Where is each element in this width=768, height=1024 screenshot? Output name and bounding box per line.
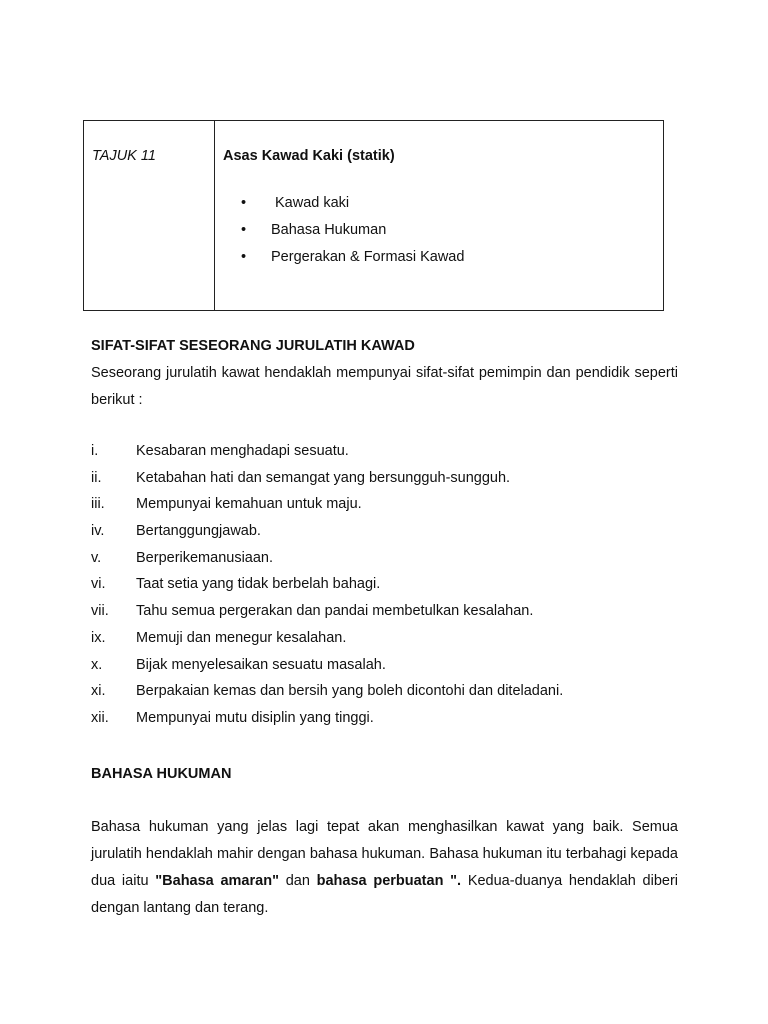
bullet-icon: • [241, 249, 247, 265]
list-item [91, 683, 691, 710]
list-item [91, 710, 691, 737]
list-item-text: Tahu semua pergerakan dan pandai membetulkan kesalahan. [136, 603, 534, 620]
topic-bullet-item [223, 249, 663, 276]
bahasa-paragraph [91, 814, 678, 922]
topic-bullet-list [223, 195, 663, 276]
list-item-number: ix. [91, 629, 106, 646]
list-item [91, 657, 691, 684]
topic-table [83, 120, 664, 311]
topic-title: Asas Kawad Kaki (statik) [223, 148, 395, 164]
qualities-list [91, 443, 691, 737]
list-item [91, 603, 691, 630]
intro-paragraph: Seseorang jurulatih kawat hendaklah mempunyai sifat-sifat pemimpin dan pendidik seperti berikut : [91, 365, 678, 408]
bahasa-amaran-term: "Bahasa amaran" [155, 873, 279, 889]
list-item [91, 443, 691, 470]
list-item-number: vi. [91, 576, 106, 593]
bullet-icon: • [241, 222, 247, 238]
topic-bullet-text: Kawad kaki [275, 195, 350, 211]
bahasa-text-part2: dan [278, 873, 317, 889]
list-item-number: iii. [91, 496, 105, 513]
topic-bullet-item [223, 222, 663, 249]
bahasa-text-part1: Bahasa hukuman yang jelas lagi tepat akan menghasilkan kawat yang baik. Semua jurulatih hendaklah mahir dengan bahasa hukuman. Bahasa hukuman itu terbahagi kepada dua iaitu [91, 819, 678, 889]
list-item [91, 470, 691, 497]
list-item-number: i. [91, 443, 99, 459]
section-heading-sifat: SIFAT-SIFAT SESEORANG JURULATIH KAWAD [91, 338, 415, 354]
list-item-text: Kesabaran menghadapi sesuatu. [136, 443, 349, 459]
list-item [91, 496, 691, 523]
list-item-number: x. [91, 656, 103, 673]
list-item-number: v. [91, 549, 102, 566]
list-item-text: Bertanggungjawab. [136, 523, 261, 540]
topic-content-cell [215, 121, 663, 310]
list-item-text: Mempunyai kemahuan untuk maju. [136, 496, 362, 513]
list-item-number: iv. [91, 523, 105, 540]
list-item-text: Berperikemanusiaan. [136, 549, 274, 566]
topic-bullet-text: Pergerakan & Formasi Kawad [271, 249, 465, 265]
topic-bullet-text: Bahasa Hukuman [271, 222, 387, 238]
section-heading-bahasa: BAHASA HUKUMAN [91, 766, 232, 782]
list-item [91, 576, 691, 603]
bullet-icon: • [241, 195, 247, 211]
topic-label-cell [84, 121, 215, 310]
list-item-text: Berpakaian kemas dan bersih yang boleh dicontohi dan diteladani. [136, 683, 564, 700]
topic-bullet-item [223, 195, 663, 222]
list-item-text: Bijak menyelesaikan sesuatu masalah. [136, 656, 386, 673]
list-item-text: Ketabahan hati dan semangat yang bersungguh-sungguh. [136, 469, 511, 486]
list-item-number: xi. [91, 683, 106, 700]
bahasa-perbuatan-term: bahasa perbuatan ". [316, 873, 462, 889]
list-item [91, 523, 691, 550]
topic-label: TAJUK 11 [92, 148, 156, 164]
list-item-text: Mempunyai mutu disiplin yang tinggi. [136, 709, 374, 726]
list-item-text: Memuji dan menegur kesalahan. [136, 629, 347, 646]
list-item [91, 550, 691, 577]
list-item [91, 630, 691, 657]
list-item-number: ii. [91, 469, 102, 486]
list-item-text: Taat setia yang tidak berbelah bahagi. [136, 576, 381, 593]
bahasa-text-part3: Kedua-duanya hendaklah diberi dengan lantang dan terang. [91, 873, 679, 916]
list-item-number: vii. [91, 603, 109, 620]
list-item-number: xii. [91, 709, 109, 726]
